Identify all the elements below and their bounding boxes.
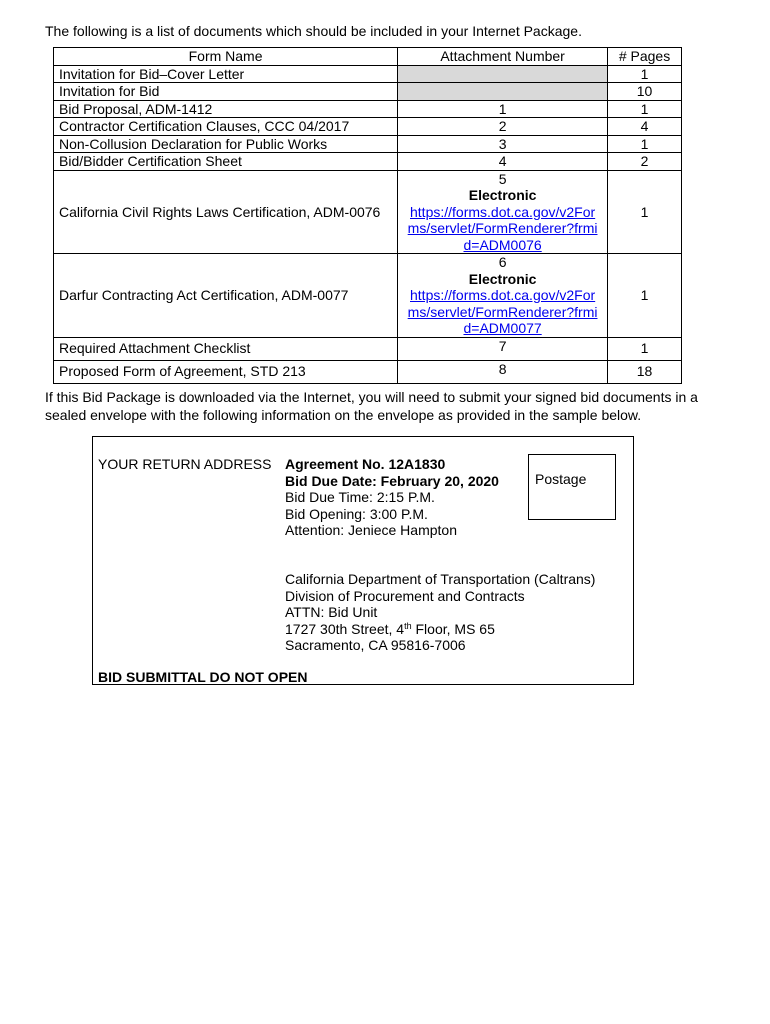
pages-cell: 1 <box>608 254 682 338</box>
attachment-cell: 3 <box>398 135 608 153</box>
attachment-cell: 4 <box>398 153 608 171</box>
form-name-cell: Non-Collusion Declaration for Public Works <box>54 135 398 153</box>
table-row <box>54 135 682 153</box>
table-row <box>54 153 682 171</box>
pages-cell: 1 <box>608 65 682 83</box>
form-name-cell: California Civil Rights Laws Certification, ADM-0076 <box>54 170 398 254</box>
form-link-adm0077[interactable]: https://forms.dot.ca.gov/v2For ms/servlet/FormRenderer?frmi d=ADM0077 <box>407 287 598 336</box>
pages-cell: 18 <box>608 360 682 383</box>
attachment-cell: 2 <box>398 118 608 136</box>
intro-text: The following is a list of documents which should be included in your Internet Package. <box>45 23 582 39</box>
bid-submittal-warning: BID SUBMITTAL DO NOT OPEN <box>98 669 308 685</box>
pages-cell: 2 <box>608 153 682 171</box>
pages-cell: 4 <box>608 118 682 136</box>
table-row <box>54 170 682 254</box>
postage-box <box>528 454 616 520</box>
dest-line-5: Sacramento, CA 95816-7006 <box>285 637 466 653</box>
documents-table <box>53 47 682 384</box>
pages-cell: 10 <box>608 83 682 101</box>
form-name-cell: Darfur Contracting Act Certification, ADM-0077 <box>54 254 398 338</box>
attention-line: Attention: Jeniece Hampton <box>285 522 457 538</box>
bid-info <box>285 456 499 539</box>
dest-line-1: California Department of Transportation (Caltrans) <box>285 571 596 587</box>
attachment-cell <box>398 83 608 101</box>
attachment-cell <box>398 254 608 338</box>
table-row <box>54 337 682 360</box>
attachment-cell: 1 <box>398 100 608 118</box>
table-row <box>54 100 682 118</box>
pages-cell: 1 <box>608 337 682 360</box>
table-row <box>54 360 682 383</box>
pages-cell: 1 <box>608 135 682 153</box>
header-attachment-number: Attachment Number <box>398 48 608 66</box>
agreement-number: Agreement No. 12A1830 <box>285 456 446 472</box>
pages-cell: 1 <box>608 100 682 118</box>
destination-address <box>285 571 595 654</box>
form-link-adm0076[interactable]: https://forms.dot.ca.gov/v2For ms/servlet/FormRenderer?frmi d=ADM0076 <box>407 203 598 253</box>
bid-due-time: Bid Due Time: 2:15 P.M. <box>285 489 435 505</box>
table-header-row <box>54 48 682 66</box>
form-name-cell: Proposed Form of Agreement, STD 213 <box>54 360 398 383</box>
instructions-paragraph: If this Bid Package is downloaded via the Internet, you will need to submit your signed bid documents in a sealed envelope with the following information on the envelope as provided in the sample below. <box>45 389 698 423</box>
table-row <box>54 65 682 83</box>
envelope-sample <box>92 436 634 685</box>
attachment-cell: 7 <box>398 337 608 360</box>
header-pages: # Pages <box>608 48 682 66</box>
dest-line-4: 1727 30th Street, 4th Floor, MS 65 <box>285 620 495 637</box>
header-form-name: Form Name <box>54 48 398 66</box>
form-name-cell: Contractor Certification Clauses, CCC 04/2017 <box>54 118 398 136</box>
form-name-cell: Invitation for Bid–Cover Letter <box>54 65 398 83</box>
attachment-cell <box>398 170 608 254</box>
form-name-cell: Invitation for Bid <box>54 83 398 101</box>
attachment-cell <box>398 65 608 83</box>
dest-line-2: Division of Procurement and Contracts <box>285 587 525 604</box>
table-row <box>54 83 682 101</box>
attachment-number: 5 <box>498 170 507 187</box>
electronic-label: Electronic <box>468 187 537 203</box>
form-name-cell: Bid Proposal, ADM-1412 <box>54 100 398 118</box>
attachment-cell: 8 <box>398 360 608 383</box>
form-name-cell: Required Attachment Checklist <box>54 337 398 360</box>
table-row <box>54 118 682 136</box>
pages-cell: 1 <box>608 170 682 254</box>
attachment-number: 6 <box>498 254 507 270</box>
electronic-label: Electronic <box>468 270 537 287</box>
bid-opening: Bid Opening: 3:00 P.M. <box>285 505 428 522</box>
return-address: YOUR RETURN ADDRESS <box>98 456 272 472</box>
form-name-cell: Bid/Bidder Certification Sheet <box>54 153 398 171</box>
bid-due-date: Bid Due Date: February 20, 2020 <box>285 472 499 489</box>
postage-label: Postage <box>535 471 587 487</box>
table-row <box>54 254 682 338</box>
dest-line-3: ATTN: Bid Unit <box>285 604 378 620</box>
